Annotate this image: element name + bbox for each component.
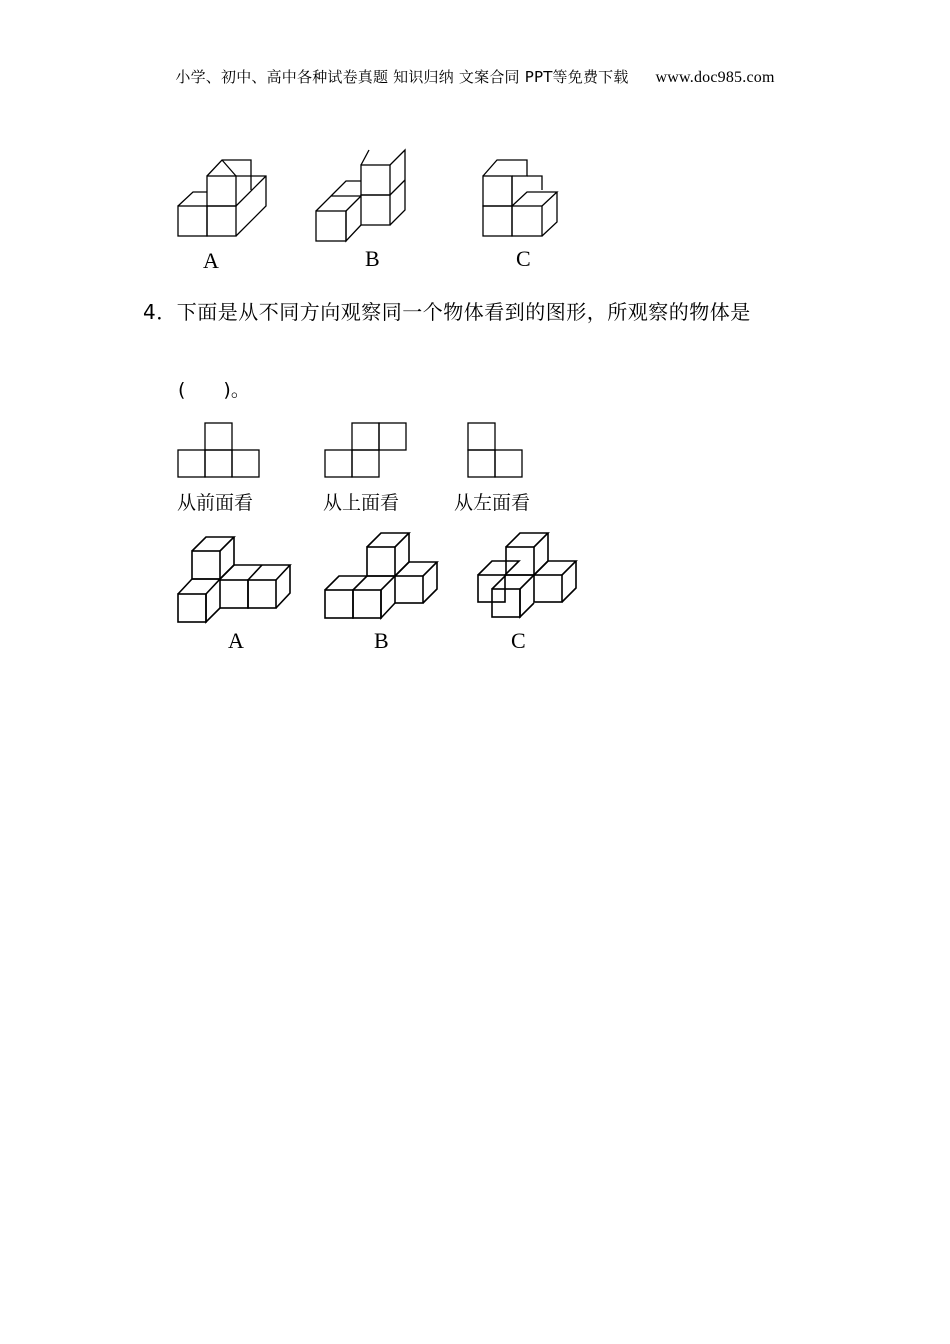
- header-url: www.doc985.com: [655, 69, 775, 86]
- q4-left-view-label: 从左面看: [454, 492, 531, 514]
- q3-option-a-label: A: [203, 248, 219, 273]
- q4-figure-a: [178, 537, 290, 622]
- q4-left-view: [468, 423, 522, 477]
- q3-option-b-label: B: [365, 246, 380, 271]
- q3-figure-c: [483, 160, 557, 236]
- q3-option-c-label: C: [516, 246, 531, 271]
- q4-answer-blank: ( )。: [178, 379, 250, 401]
- q4-option-c-label: C: [511, 628, 526, 653]
- q4-top-view-label: 从上面看: [323, 492, 400, 514]
- q4-option-b-label: B: [374, 628, 389, 653]
- q4-top-view: [325, 423, 406, 477]
- q4-question-text: 4．下面是从不同方向观察同一个物体看到的图形，所观察的物体是: [143, 300, 751, 324]
- q3-figure-b: [316, 150, 405, 241]
- q4-front-view-label: 从前面看: [177, 492, 254, 514]
- q4-option-a-label: A: [228, 628, 244, 653]
- q4-front-view: [178, 423, 259, 477]
- q4-figure-b: [325, 533, 437, 618]
- q3-figure-a: [178, 160, 266, 236]
- header-text: 小学、初中、高中各种试卷真题 知识归纳 文案合同 PPT等免费下载: [175, 68, 629, 86]
- q4-figure-c: [478, 533, 576, 617]
